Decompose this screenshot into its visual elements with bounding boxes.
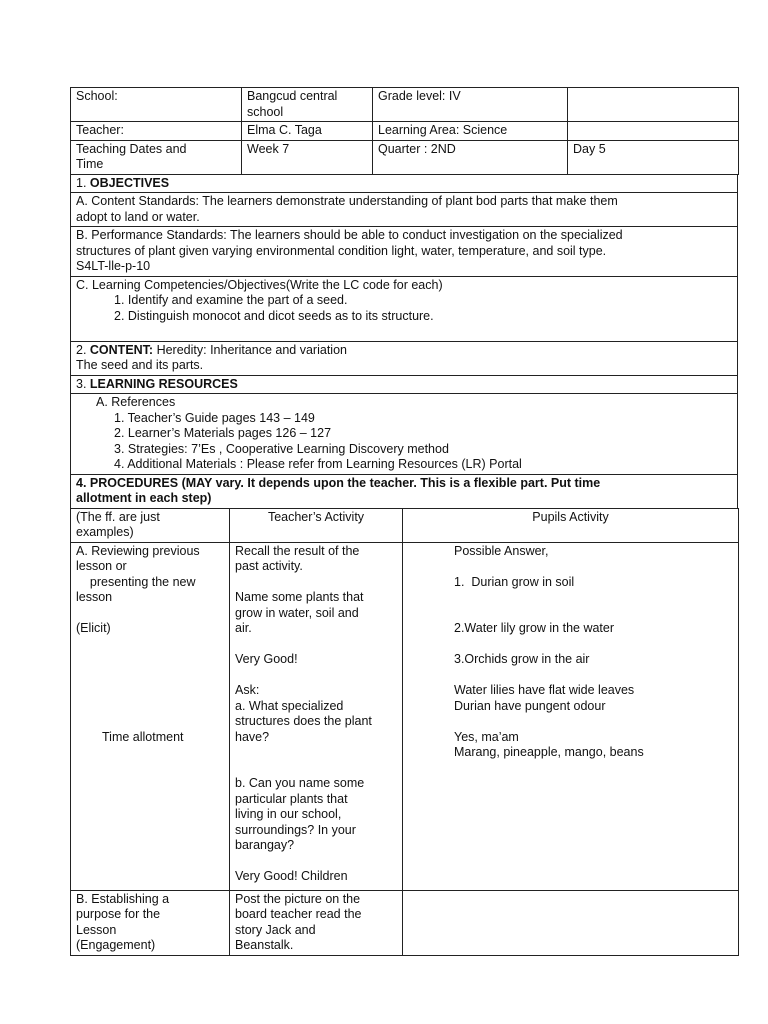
objectives-heading: 1. OBJECTIVES [71, 174, 738, 193]
resources-list: A. References 1. Teacher’s Guide pages 143 – 149 2. Learner’s Materials pages 126 – 127 3. Strategies: 7’Es , Cooperative Learning Discovery method 4. Additional Materials : Please refer from Learning Resources (LR) Portal [71, 394, 738, 475]
step-a-row [71, 542, 739, 890]
day-value: Day 5 [568, 140, 739, 174]
objectives-table [70, 174, 738, 509]
school-value: Bangcud central school [242, 88, 373, 122]
grade-level: Grade level: IV [373, 88, 568, 122]
teacher-label: Teacher: [71, 122, 242, 141]
content-section: 2. CONTENT: Heredity: Inheritance and variation The seed and its parts. [71, 341, 738, 375]
header-table [70, 87, 739, 175]
resources-heading: 3. LEARNING RESOURCES [71, 375, 738, 394]
performance-standards: B. Performance Standards: The learners should be able to conduct investigation on the specialized structures of plant given varying environmental condition light, water, temperature, and soil type. S4LT-lle-p-10 [71, 227, 738, 277]
empty-cell [568, 122, 739, 141]
content-standards: A. Content Standards: The learners demonstrate understanding of plant bod parts that make them adopt to land or water. [71, 193, 738, 227]
school-label: School: [71, 88, 242, 122]
procedures-header-row [71, 508, 739, 542]
pupils-activity-header: Pupils Activity [403, 508, 739, 542]
step-a-teacher-activity: Recall the result of the past activity. Name some plants that grow in water, soil and air. Very Good! Ask: a. What specialized structures does the plant have? b. Can you name some particular plants that living in our school, surroundings? In your barangay? Very Good! Children [230, 542, 403, 890]
dates-label: Teaching Dates and Time [71, 140, 242, 174]
procedures-heading: 4. PROCEDURES (MAY vary. It depends upon the teacher. This is a flexible part. Put time allotment in each step) [71, 474, 738, 508]
quarter-value: Quarter : 2ND [373, 140, 568, 174]
step-b-row [71, 890, 739, 955]
teacher-value: Elma C. Taga [242, 122, 373, 141]
learning-area: Learning Area: Science [373, 122, 568, 141]
lesson-plan-document [70, 87, 738, 956]
step-a-pupils-activity: Possible Answer, 1. Durian grow in soil 2.Water lily grow in the water 3.Orchids grow in the air Water lilies have flat wide leaves Durian have pungent odour Yes, ma’am Marang, pineapple, mango, beans [403, 542, 739, 890]
dates-row [71, 140, 739, 174]
procedures-table [70, 508, 739, 956]
step-b-label: B. Establishing a purpose for the Lesson (Engagement) [71, 890, 230, 955]
school-row [71, 88, 739, 122]
step-b-pupils-activity [403, 890, 739, 955]
teacher-row [71, 122, 739, 141]
week-value: Week 7 [242, 140, 373, 174]
step-b-teacher-activity: Post the picture on the board teacher read the story Jack and Beanstalk. [230, 890, 403, 955]
teacher-activity-header: Teacher’s Activity [230, 508, 403, 542]
examples-col-header: (The ff. are just examples) [71, 508, 230, 542]
step-a-label: A. Reviewing previous lesson or presenting the new lesson (Elicit) Time allotment [71, 542, 230, 890]
empty-cell [568, 88, 739, 122]
learning-competencies: C. Learning Competencies/Objectives(Write the LC code for each) 1. Identify and examine the part of a seed. 2. Distinguish monocot and dicot seeds as to its structure. [71, 276, 738, 341]
